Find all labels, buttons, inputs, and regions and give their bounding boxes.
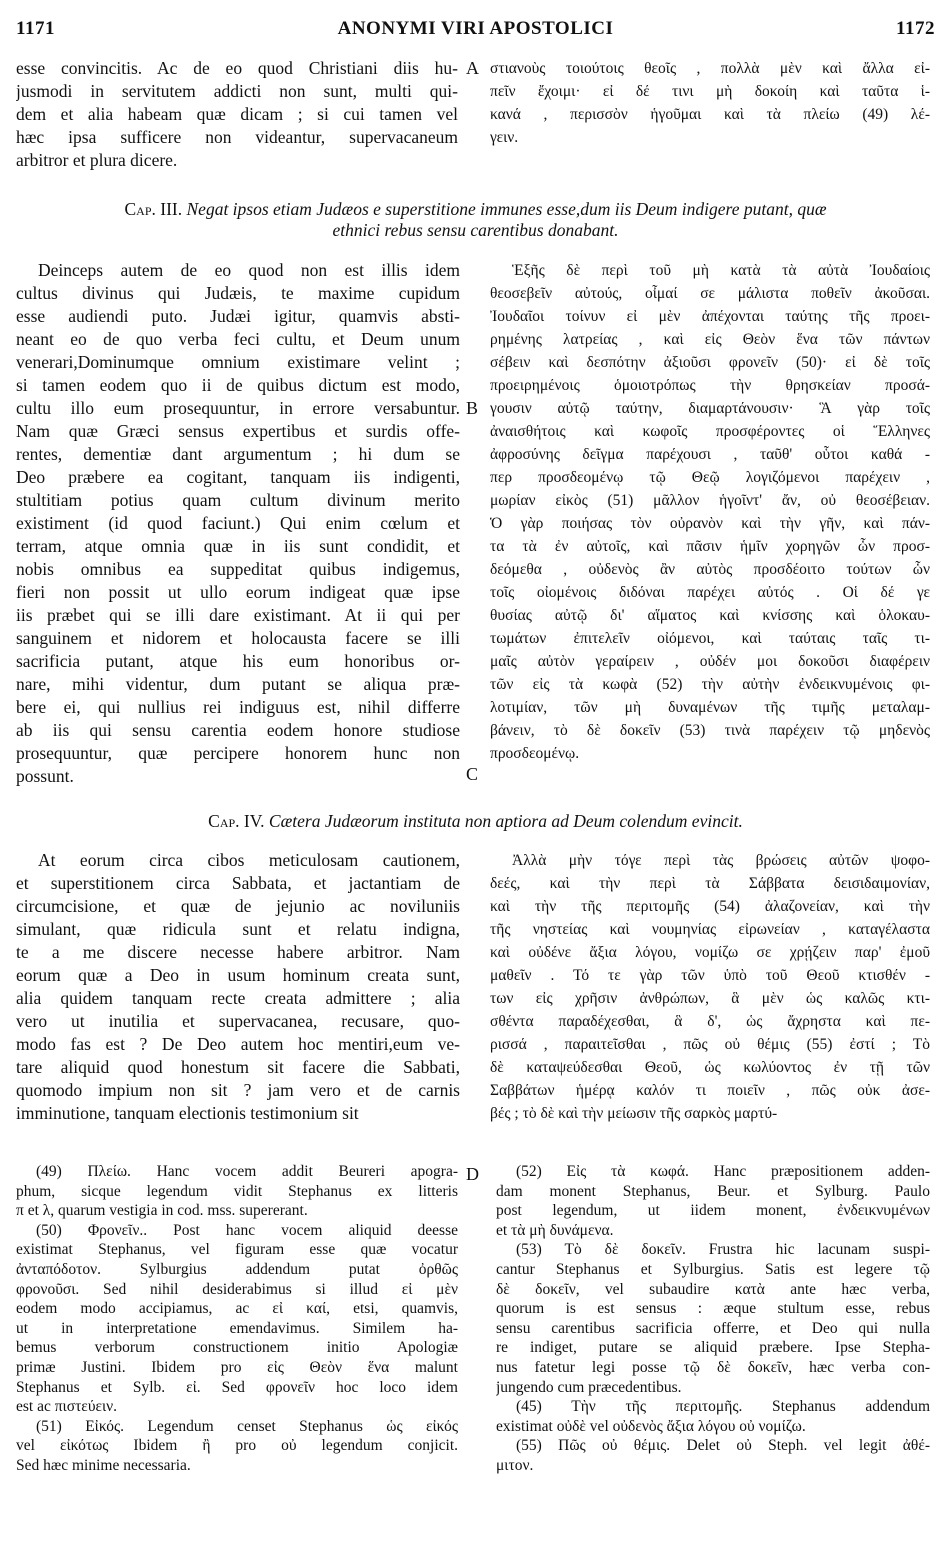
latin-text-line: Nam quæ Græci sensus expertibus et surdis offe- (16, 421, 460, 441)
latin-text-line: terram, atque omnia quæ in iis sunt condidit, et (16, 536, 460, 556)
footnote-line: cantur Stephanus et Sylburgius. Satis est legere τῷ (496, 1260, 930, 1278)
greek-text-line: τα τὰ ἐν αὐτοῖς, καὶ πᾶσιν ἡμῖν χορηγῶν ὧν προσ- (490, 538, 930, 555)
footnote-line: (50) Φρονεῖν.. Post hanc vocem aliquid deesse (36, 1221, 458, 1239)
latin-text-line: tare aliquid quod honestum sit facere die Sabbati, (16, 1057, 460, 1077)
greek-text-line: πεῖν ἔχοιμι· εἰ δέ τινι μὴ δοκοίη καὶ ταῦτα ἱ- (490, 83, 930, 100)
margin-letter-d: D (466, 1164, 479, 1184)
latin-text-line: circumcisione, et quæ de jejunio ac noviluniis (16, 896, 460, 916)
greek-text-line: προσδεομένῳ. (490, 745, 580, 762)
latin-text-line: stultitiam potius quam cultum divinum merito (16, 490, 460, 510)
latin-text-line: fieri non possit ut ullo eorum indigeat quæ ipse (16, 582, 460, 602)
latin-text-line: et superstitionem circa Sabbata, et jactantiam de (16, 873, 460, 893)
footnote-line: phum, sicque legendum vidit Stephanus ex litteris (16, 1182, 458, 1200)
footnote-line: jungendo cum præcedentibus. (496, 1378, 682, 1396)
chapter-3-summary-line-2: ethnici rebus sensu carentibus donabant. (332, 220, 619, 240)
greek-text-line: βάνειν, τὸ δὲ δοκεῖν (53) τινὰ παρέχειν τῷ μηδενὸς (490, 722, 930, 739)
greek-text-line: Ὁ γὰρ ποιήσας τὸν οὐρανὸν καὶ τὴν γῆν, καὶ πάν- (490, 515, 930, 532)
chapter-3-heading (30, 199, 921, 241)
footnote-line: existimat οὐδὲ vel οὐδενὸς ἄξια λόγου οὐ νομίζω. (496, 1417, 806, 1435)
footnote-line: (55) Πῶς οὐ θέμις. Delet οὐ Steph. vel legit ἀθέ- (516, 1437, 930, 1455)
latin-text-line: alia quidem tanquam recte creata admittere ; alia (16, 988, 460, 1008)
footnote-line: (52) Εἰς τὰ κωφά. Hanc præpositionem adden- (516, 1163, 930, 1180)
greek-text-line: γουσιν αὐτῷ ταύτην, διαμαρτάνουσιν· Ἃ γὰρ τοῖς (490, 400, 930, 417)
greek-text-line: λοτιμίαν, τῶν μὴ δυναμένων τῆς τιμῆς μεταλαμ- (490, 699, 930, 716)
greek-text-line: τοῖς οἰομένοις διδόναι παρέχει αὐτός . Οἱ δέ γε (490, 584, 930, 601)
latin-text-line: prosequuntur, quæ percipere honorem hunc non (16, 743, 460, 763)
footnote-line: existimat Stephanus, vel figuram esse quæ vocatur (16, 1241, 458, 1259)
latin-text-line: cultus divinus qui Judæis, te maxime cupidum (16, 283, 460, 303)
footnotes-right (496, 1162, 930, 1476)
footnote-line: eodem modo accipiamus, ac εἰ καί, etsi, quamvis, (16, 1300, 458, 1318)
footnotes-left (16, 1162, 458, 1476)
footnote-line: bemus verborum constructionem initio Apologiæ (16, 1339, 458, 1357)
greek-column-chapter-4 (490, 849, 930, 1125)
greek-column-chapter-3 (490, 259, 930, 765)
greek-text-line: βές ; τὸ δὲ καὶ τὴν μείωσιν τῆς σαρκὸς μαρτύ- (490, 1105, 778, 1122)
greek-text-line: περ προσδεομένῳ τῷ Θεῷ λογιζόμενοι παρέχειν , (490, 469, 930, 486)
footnote-line: est ac πιστεύειν. (16, 1398, 118, 1416)
chapter-4-summary: Cætera Judæorum instituta non aptiora ad Deum colendum evincit. (268, 811, 743, 831)
footnote-line: Sed hæc minime necessaria. (16, 1456, 191, 1474)
footnote-line: post legendum, ut iidem monent, ἐνδεικνυμένων (496, 1202, 930, 1220)
margin-letter-c: C (466, 764, 479, 784)
latin-column-chapter-4 (16, 849, 460, 1125)
greek-text-line: θεοσεβεῖν αὐτούς, οἶμαί σε μάλιστα ποθεῖν ἀκοῦσαι. (490, 285, 930, 302)
margin-letter-b: B (466, 398, 479, 418)
footnote-line: re indiget, putare se aliquid præbere. Ipse Stepha- (496, 1339, 930, 1357)
footnote-line: vel εἰκότως Ibidem ἢ pro οὐ legendum conjicit. (16, 1437, 458, 1455)
greek-text-line: γειν. (490, 129, 519, 146)
footnote-line: nus fatetur legi posse τῷ δὲ δοκεῖν, hæc verba con- (496, 1358, 930, 1376)
greek-column-top (490, 57, 930, 149)
latin-text-line: esse convincitis. Ac de eo quod Christiani diis hu- (16, 58, 458, 78)
greek-text-line: ρημένης λατρείας , καὶ εἰς Θεὸν ἕνα τῶν πάντων (490, 331, 930, 348)
latin-text-line: neant eo de quo verba feci cultu, et Deum unum (16, 329, 460, 349)
latin-text-line: existiment (id quod faciunt.) Qui enim cœlum et (16, 513, 460, 533)
latin-text-line: possunt. (16, 766, 74, 786)
footnote-line: sensu carentibus sacrificia offerre, et Deo qui nulla (496, 1319, 930, 1337)
greek-text-line: προειρημένοις ὁμοιοτρόπως τὴν θρησκείαν προσά- (490, 377, 930, 394)
latin-text-line: sacrificia putant, atque his eum honoribus or- (16, 651, 460, 671)
greek-text-line: μωρίαν εἰκὸς (51) μᾶλλον ἡγοῖντ' ἄν, οὐ θεοσέβειαν. (490, 492, 930, 509)
latin-text-line: jusmodi in servitutem addicti non sunt, multi qui- (16, 81, 458, 101)
page-number-right: 1172 (896, 18, 935, 39)
greek-text-line: δεές, καὶ τὴν περὶ τὰ Σάββατα δεισιδαιμονίαν, (490, 875, 930, 892)
greek-text-line: κανά , περισσὸν ἡγοῦμαι καὶ τὰ πλείω (49) λέ- (490, 106, 930, 123)
latin-text-line: cultu illo eum prosequuntur, in errore versabuntur. (16, 398, 460, 418)
greek-text-line: καὶ οὐδένε ἄξια λόγου, νομίζω σε χρῄζειν παρ' ἐμοῦ (490, 944, 930, 961)
latin-text-line: esse audiendi puto. Judæi igitur, quamvis absti- (16, 306, 460, 326)
footnote-line: δὲ δοκεῖν, vel subaudire κατὰ ante hæc verba, (496, 1280, 930, 1298)
footnote-line: et τὰ μὴ δυνάμενα. (496, 1221, 614, 1239)
chapter-3-summary-line-1: Negat ipsos etiam Judæos e superstitione immunes esse,dum iis Deum indigere putant, quæ (186, 199, 827, 219)
footnote-line: dam monent Stephanus, Beur. et Sylburg. Paulo (496, 1182, 930, 1200)
latin-text-line: vero ut inutilia et supervacanea, recusare, quo- (16, 1011, 460, 1031)
latin-text-line: venerari,Dominumque omnium existimare velint ; (16, 352, 460, 372)
greek-text-line: τῶν εἰς τὰ κωφὰ (52) τὴν αὐτὴν ἐνδεικνυμένοις φι- (490, 676, 930, 693)
footnote-line: (45) Τὴν τῆς περιτομῆς. Stephanus addendum (516, 1398, 930, 1416)
latin-text-line: modo fas est ? De Deo autem hoc mentiri,eum ve- (16, 1034, 460, 1054)
footnote-line: (49) Πλείω. Hanc vocem addit Beureri apogra- (36, 1163, 458, 1180)
latin-text-line: At eorum circa cibos meticulosam cautionem, (38, 850, 460, 870)
latin-text-line: ab iis qui sensu carentia eodem honore studiose (16, 720, 460, 740)
latin-text-line: nare, mihi videntur, dum putant se aliqua præ- (16, 674, 460, 694)
greek-text-line: τωμάτων ἐπιτελεῖν οἰόμενοι, καὶ ταύταις ταῖς τι- (490, 630, 930, 647)
latin-text-line: quomodo impium non sit ? jam vero et de carnis (16, 1080, 460, 1100)
greek-text-line: καὶ τὴν τῆς περιτομῆς (54) ἀλαζονείαν, καὶ τὴν (490, 898, 930, 915)
latin-column-top (16, 57, 458, 172)
latin-text-line: nobis omnibus ea suppeditat quibus indigemus, (16, 559, 460, 579)
latin-text-line: iis præbet qui se illi dare existimant. At ii qui per (16, 605, 460, 625)
greek-text-line: Σαββάτων ἡμέρᾳ καλόν τι ποιεῖν , πῶς οὐκ ἀσε- (490, 1082, 930, 1099)
latin-text-line: arbitror et plura dicere. (16, 150, 178, 170)
running-title: ANONYMI VIRI APOSTOLICI (337, 18, 614, 39)
greek-text-line: θυσίας αὐτῷ δι' αἵματος καὶ κνίσσης καὶ ὁλοκαυ- (490, 607, 930, 624)
greek-text-line: Ἀλλὰ μὴν τόγε περὶ τὰς βρώσεις αὐτῶν ψοφο- (512, 852, 930, 869)
latin-text-line: imminutione, tanquam electionis testimonium sit (16, 1103, 359, 1123)
latin-text-line: simulant, quæ ridicula sunt et relatu indigna, (16, 919, 460, 939)
greek-text-line: Ἑξῆς δὲ περὶ τοῦ μὴ κατὰ τὰ αὐτὰ Ἰουδαίοις (512, 262, 930, 279)
latin-text-line: bere ei, qui nullius rei indiguus est, nihil differre (16, 697, 460, 717)
latin-text-line: te a me discere necesse habere arbitror. Nam (16, 942, 460, 962)
footnote-line: primæ Justini. Ibidem pro εἰς Θεὸν ἕνα malunt (16, 1358, 458, 1376)
footnote-line: μιτον. (496, 1456, 534, 1474)
greek-text-line: μαθεῖν . Τό τε γὰρ τῶν ὑπὸ τοῦ Θεοῦ κτισθέν - (490, 967, 930, 984)
greek-text-line: των εἰς χρῆσιν ἀνθρώπων, ἃ μὲν ὡς καλῶς κτι- (490, 990, 930, 1007)
footnote-line: (53) Τὸ δὲ δοκεῖν. Frustra hic lacunam suspi- (516, 1241, 930, 1259)
chapter-4-heading (30, 811, 921, 832)
latin-text-line: Deo præbere ea cogitant, tanquam iis indigenti, (16, 467, 460, 487)
latin-text-line: sanguinem et nidorem et holocausta facere se illi (16, 628, 460, 648)
footnote-line: Stephanus et Sylb. εἰ. Sed φρονεῖν hoc loco idem (16, 1378, 458, 1396)
footnote-line: (51) Εἰκός. Legendum censet Stephanus ὡς εἰκός (36, 1417, 458, 1435)
greek-text-line: σθέντα παραδέχεσθαι, ἃ δ', ὡς ἄχρηστα καὶ πε- (490, 1013, 930, 1030)
footnote-line: π et λ, quarum vestigia in cod. mss. supererant. (16, 1202, 308, 1220)
greek-text-line: ἀφροσύνης δεῖγμα παρέχουσι , ταῦθ' οὗτοι καθά - (490, 446, 930, 463)
latin-column-chapter-3 (16, 259, 460, 788)
greek-text-line: Ἰουδαῖοι τοίνυν εἰ μὲν ἀπέχονται ταύτης τῆς προει- (490, 308, 930, 325)
greek-text-line: δεόμεθα , οὐδενὸς ἂν αὐτὸς προσδέοιτο τούτων ὧν (490, 561, 930, 578)
chapter-4-label: Cap. IV. (208, 811, 265, 831)
margin-letter-a: A (466, 58, 479, 78)
running-header (16, 18, 935, 42)
greek-text-line: ἀναισθήτοις καὶ κωφοῖς προσφέροντες οἱ Ἕλληνες (490, 423, 930, 440)
latin-text-line: eorum quæ a Deo in usum hominum creata sunt, (16, 965, 460, 985)
greek-text-line: μαῖς αὐτὸν γεραίρειν , οὐδέν μοι δοκοῦσι διαφέρειν (490, 653, 930, 670)
latin-text-line: si tamen eodem quo ii de quibus dictum est modo, (16, 375, 460, 395)
greek-text-line: δὲ καταψεύδεσθαι Θεοῦ, ὡς κωλύοντος ἐν τῇ τῶν (490, 1059, 930, 1076)
latin-text-line: dem et alia habeam quæ dicam ; si cui tamen vel (16, 104, 458, 124)
latin-text-line: Deinceps autem de eo quod non est illis idem (38, 260, 460, 280)
greek-text-line: σέβειν καὶ δεσπότην ἀξιοῦσι φρονεῖν (50)· εἰ δὲ τοῖς (490, 354, 930, 371)
latin-text-line: hæc ipsa sufficere non videantur, supervacaneum (16, 127, 458, 147)
latin-text-line: rentes, dementiæ dant argumentum ; hi dum se (16, 444, 460, 464)
page-number-left: 1171 (16, 18, 55, 39)
chapter-3-label: Cap. III. (124, 199, 183, 219)
greek-text-line: στιανοὺς τοιούτοις θεοῖς , πολλὰ μὲν καὶ ἄλλα εἰ- (490, 60, 930, 77)
greek-text-line: τῆς νηστείας καὶ νουμηνίας εἰρωνείαν , καταγέλαστα (490, 921, 930, 938)
greek-text-line: ρισσά , παραιτεῖσθαι , πῶς οὐ θέμις (55) ἐστί ; Τὸ (490, 1036, 930, 1053)
footnote-line: quorum is est sensus : æque stultum esse, rebus (496, 1300, 930, 1318)
footnote-line: ut in interpretatione emendavimus. Similem ha- (16, 1319, 458, 1337)
footnote-line: φρονοῦσι. Sed nihil desiderabimus si illud εἰ μὲν (16, 1280, 458, 1298)
footnote-line: ἀνταπόδοτον. Sylburgius addendum putat ὀρθῶς (16, 1260, 458, 1278)
